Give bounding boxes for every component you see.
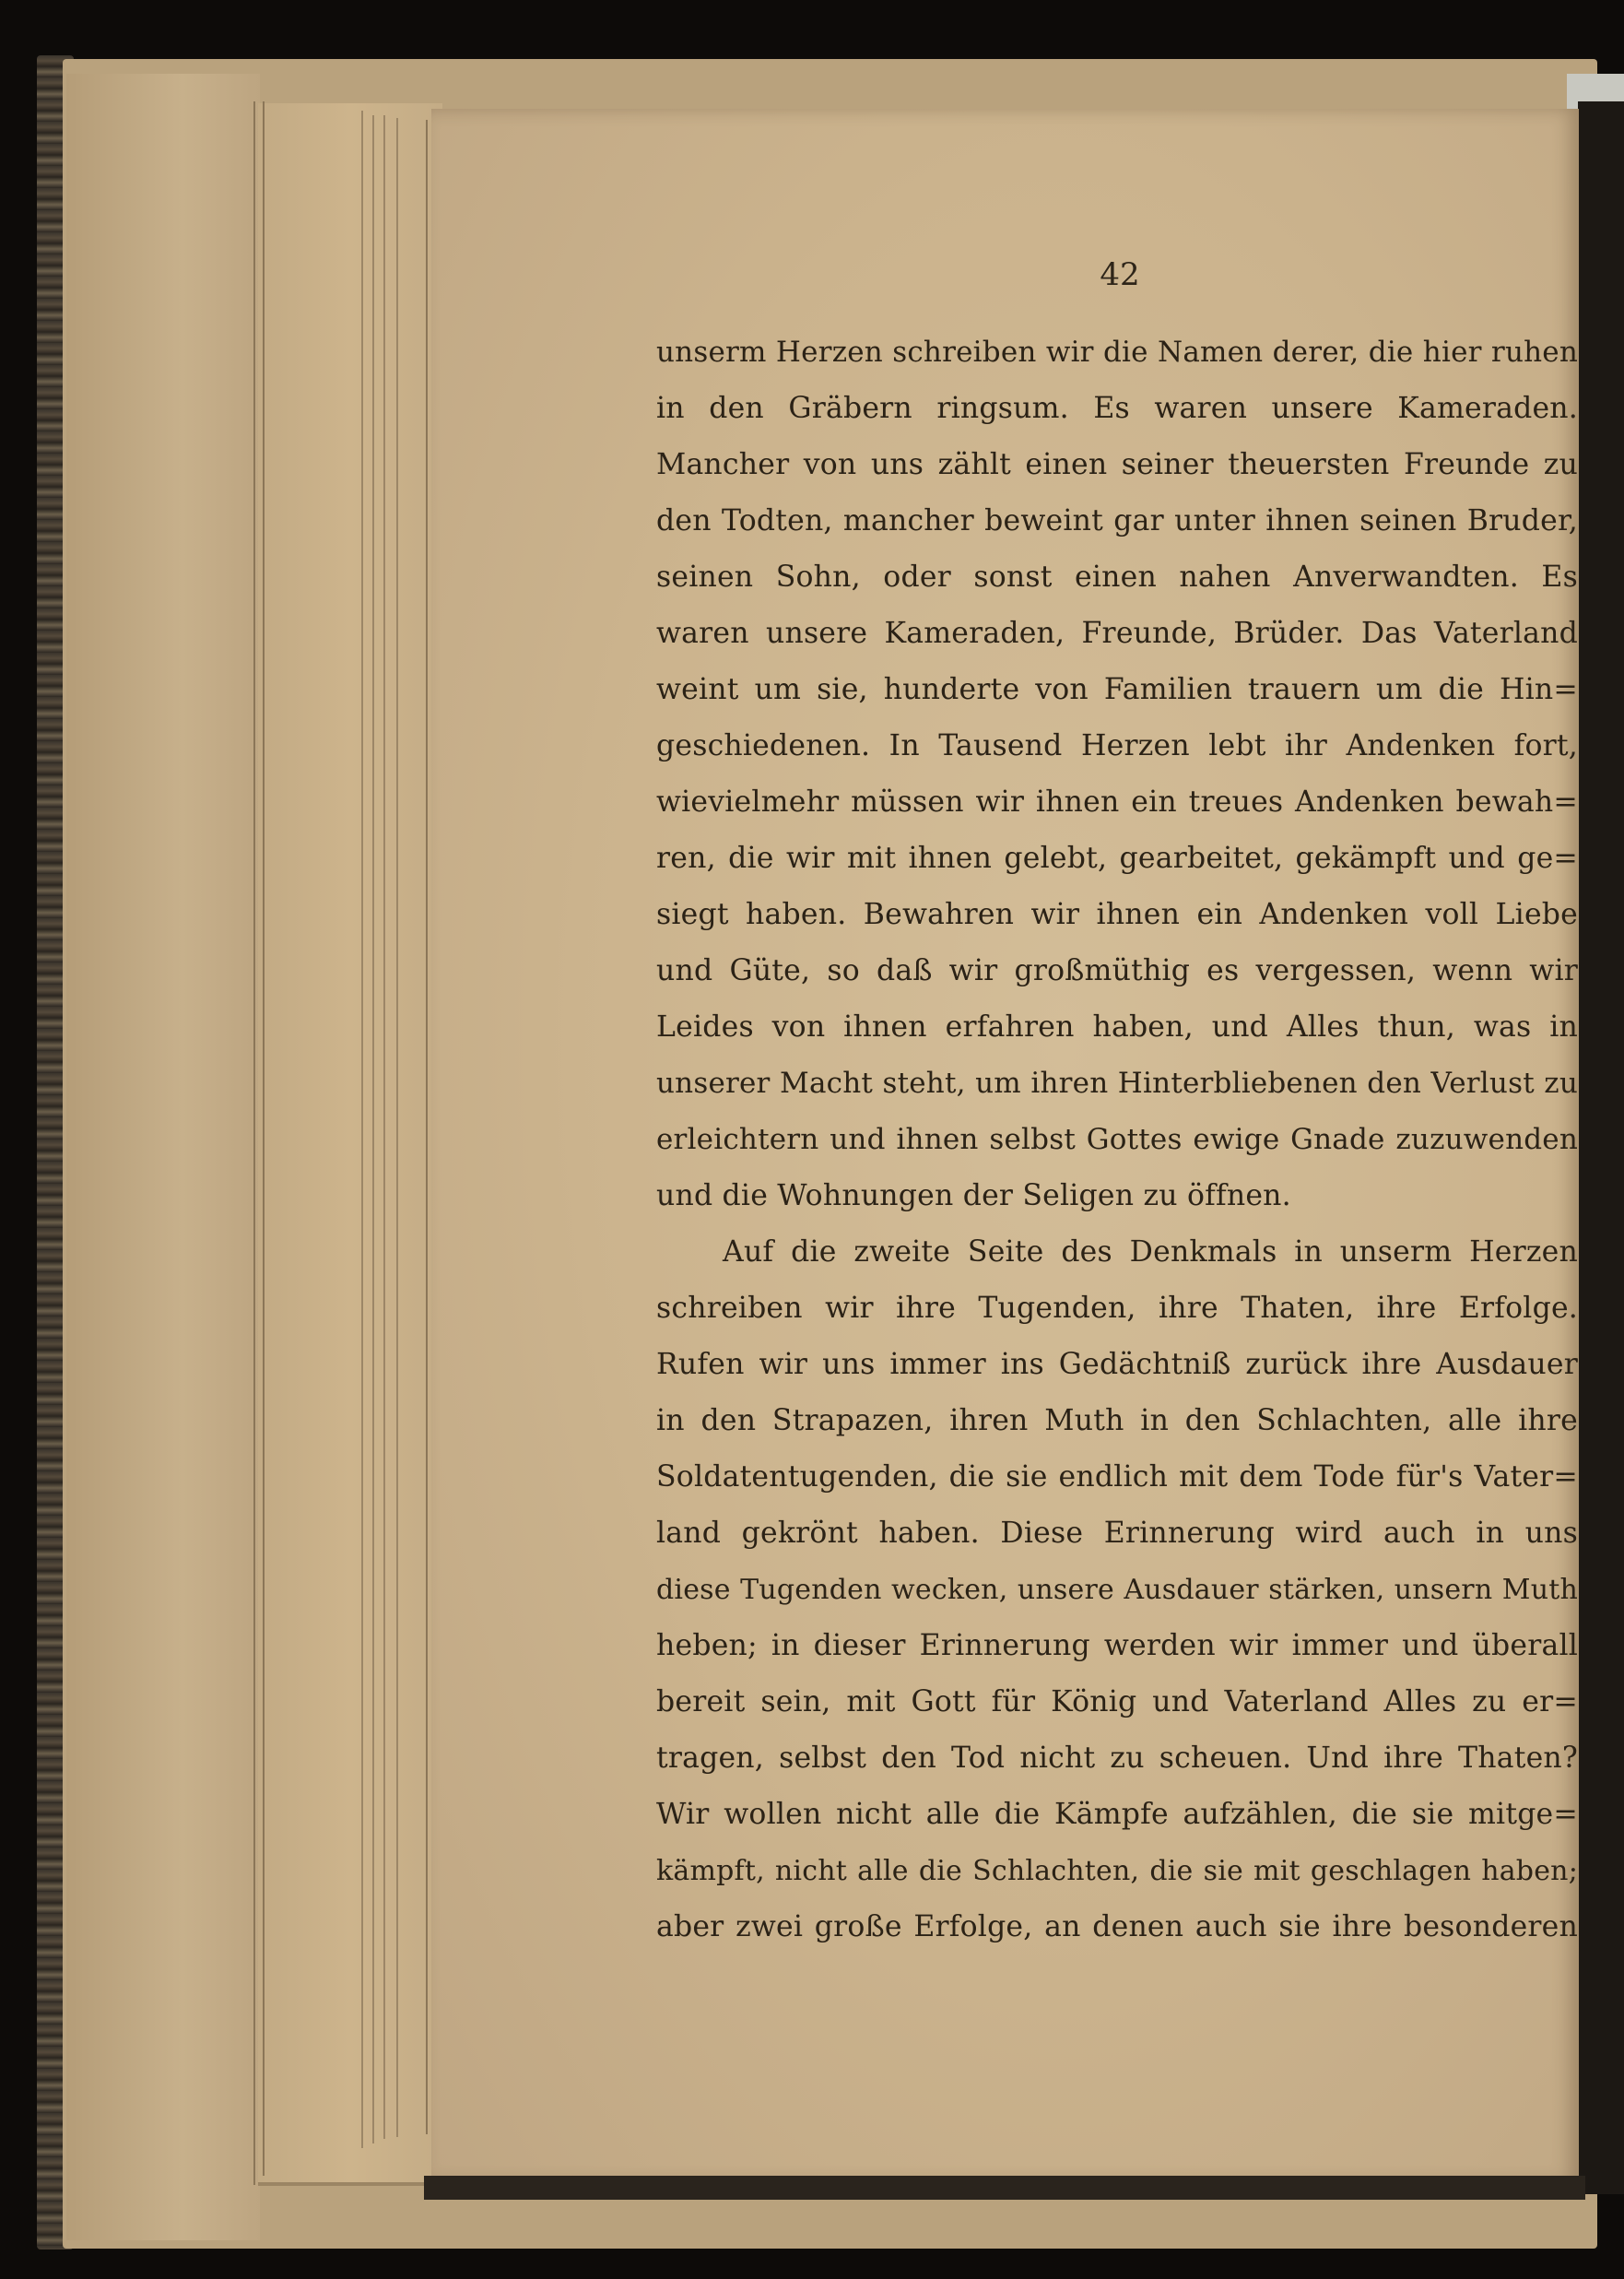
text-line: und Güte, so daß wir großmüthig es vergessen, wenn wir [656,954,1578,987]
text-line: seinen Sohn, oder sonst einen nahen Anverwandten. Es [656,561,1578,594]
text-line: Auf die zweite Seite des Denkmals in unserm Herzen [723,1235,1578,1269]
left-page-margin [66,74,260,2240]
text-line: Mancher von uns zählt einen seiner theuersten Freunde zu [656,448,1578,481]
text-line: land gekrönt haben. Diese Erinnerung wird auch in uns [656,1517,1578,1550]
page-edge-line [263,101,265,2176]
page-number: 42 [1100,256,1140,293]
text-line: siegt haben. Bewahren wir ihnen ein Andenken voll Liebe [656,898,1578,931]
page-edge-line [426,120,428,2134]
text-line: schreiben wir ihre Tugenden, ihre Thaten, ihre Erfolge. [656,1292,1578,1325]
page-edge-line [396,118,398,2137]
page-edge-line [361,111,363,2148]
text-line: tragen, selbst den Tod nicht zu scheuen. Und ihre Thaten? [656,1742,1578,1775]
text-line: weint um sie, hunderte von Familien trauern um die Hin= [656,673,1578,706]
text-line: in den Strapazen, ihren Muth in den Schlachten, alle ihre [656,1404,1578,1437]
page-stack-edges [258,103,442,2186]
page-edge-line [372,115,374,2143]
text-line: Rufen wir uns immer ins Gedächtniß zurück ihre Ausdauer [656,1348,1578,1381]
body-text [656,325,1578,1955]
page-edge-line [253,101,255,2185]
text-line: waren unsere Kameraden, Freunde, Brüder. Das Vaterland [656,617,1578,650]
text-line: in den Gräbern ringsum. Es waren unsere Kameraden. [656,392,1578,425]
text-line: aber zwei große Erfolge, an denen auch sie ihre besonderen [656,1910,1578,1943]
text-line: Leides von ihnen erfahren haben, und Alles thun, was in [656,1010,1578,1044]
page-edge-line [383,115,385,2139]
text-line: Soldatentugenden, die sie endlich mit dem Tode für's Vater= [656,1460,1578,1494]
text-line: geschiedenen. In Tausend Herzen lebt ihr Andenken fort, [656,729,1578,762]
text-line: bereit sein, mit Gott für König und Vaterland Alles zu er= [656,1685,1578,1718]
text-line: Wir wollen nicht alle die Kämpfe aufzählen, die sie mitge= [656,1798,1578,1831]
text-line: erleichtern und ihnen selbst Gottes ewige Gnade zuzuwenden [656,1123,1578,1156]
text-line: diese Tugenden wecken, unsere Ausdauer stärken, unsern Muth [656,1574,1578,1606]
text-line: wievielmehr müssen wir ihnen ein treues Andenken bewah= [656,785,1578,819]
text-line: den Todten, mancher beweint gar unter ihnen seinen Bruder, [656,504,1578,537]
adjacent-page-edge [1578,101,1624,2194]
text-line: heben; in dieser Erinnerung werden wir immer und überall [656,1629,1578,1662]
text-line: ren, die wir mit ihnen gelebt, gearbeitet, gekämpft und ge= [656,842,1578,875]
text-line: unserm Herzen schreiben wir die Namen derer, die hier ruhen [656,336,1578,369]
text-line: und die Wohnungen der Seligen zu öffnen. [656,1179,1291,1212]
text-line: kämpft, nicht alle die Schlachten, die sie mit geschlagen haben; [656,1855,1578,1887]
page-bottom-shadow [424,2176,1585,2200]
text-line: unserer Macht steht, um ihren Hinterbliebenen den Verlust zu [656,1067,1578,1100]
